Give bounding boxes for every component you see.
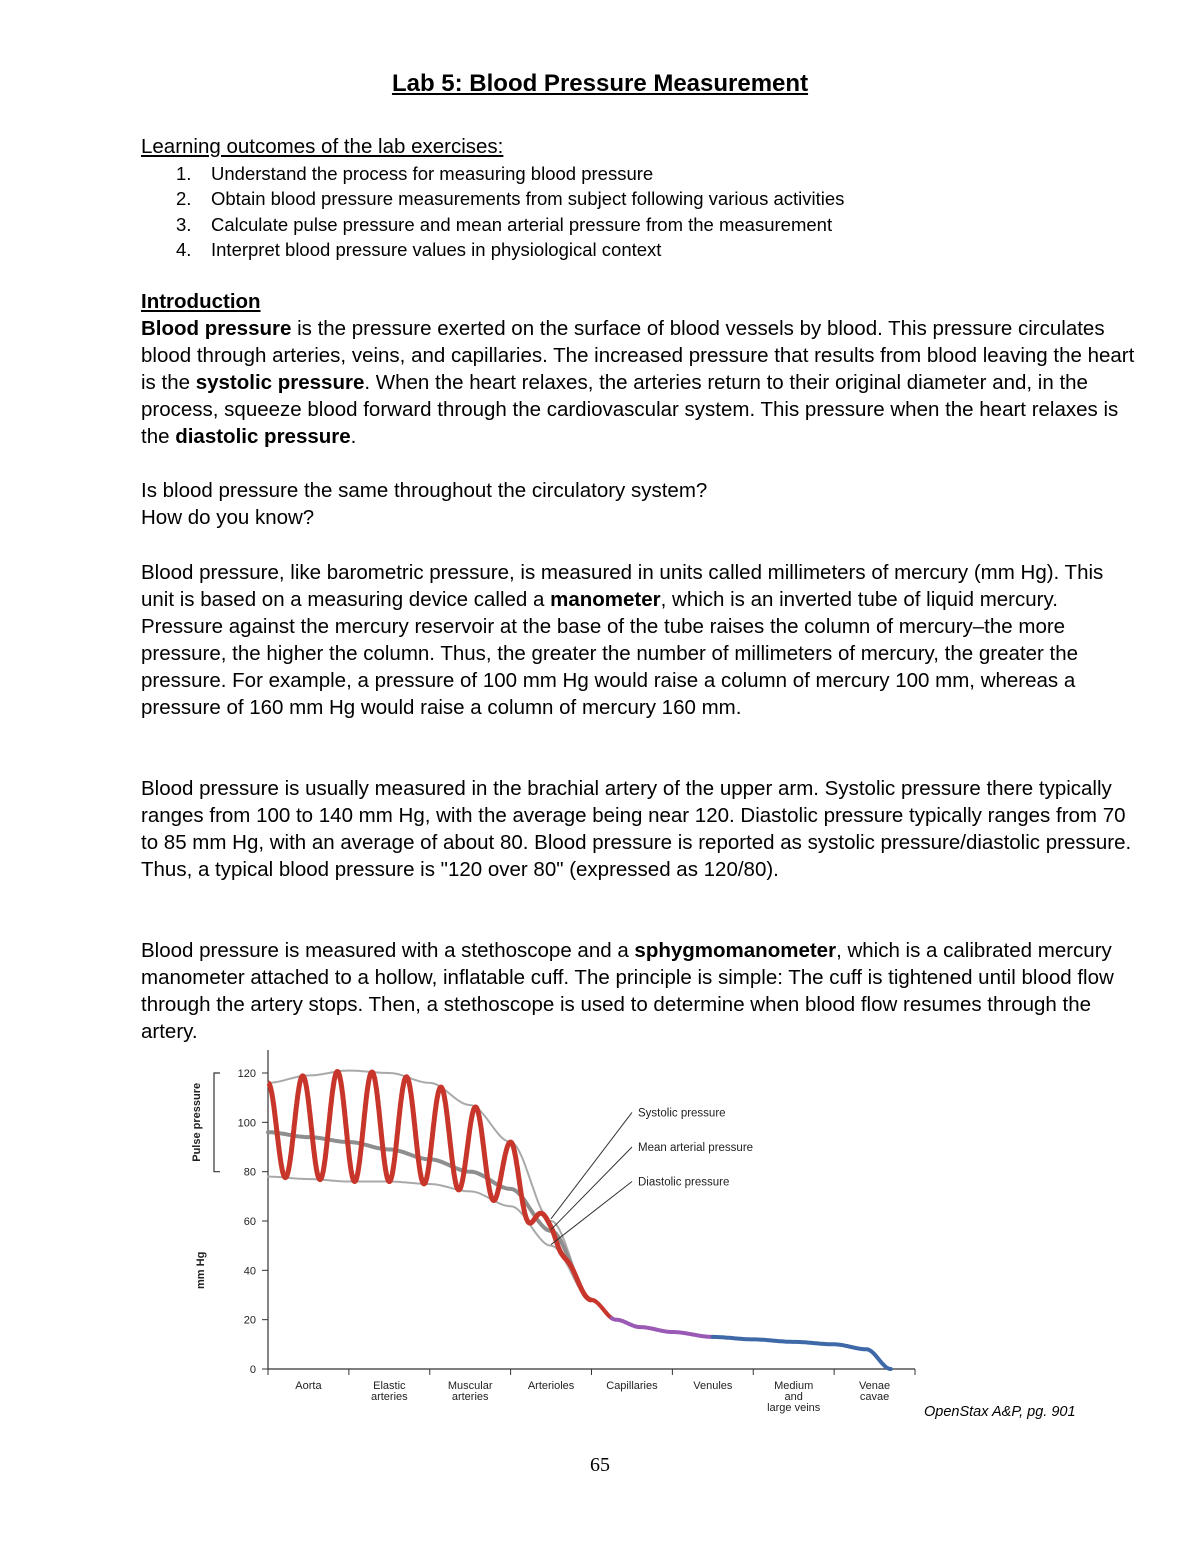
x-tick-label: Elastic arteries: [370, 1380, 408, 1403]
legend-leader-line: [551, 1147, 632, 1230]
page-title: Lab 5: Blood Pressure Measurement: [391, 70, 809, 97]
legend-leader-line: [551, 1182, 632, 1245]
intro-paragraph-5: Blood pressure is measured with a stethoscope and a sphygmomanometer, which is a calibrated mercury manometer attached to a hollow, inflatable cuff. The principle is simple: The cuff is tightened until blood flow through the artery stops. Then, a stethoscope is used to determine when blood flow resumes through the artery.: [141, 939, 1114, 1044]
x-tick-label: Venules: [693, 1380, 733, 1392]
question-1: Is blood pressure the same throughout the circulatory system?: [141, 479, 708, 502]
introduction-heading: Introduction: [141, 290, 261, 313]
term-blood-pressure: Blood pressure: [141, 317, 292, 340]
pulse-pressure-label: Pulse pressure: [191, 1082, 203, 1162]
capillary-pressure-line: [612, 1318, 713, 1337]
y-tick-label: 20: [243, 1314, 256, 1327]
term-sphygmomanometer: sphygmomanometer: [634, 939, 837, 962]
list-item: 2. Obtain blood pressure measurements from subject following various activities: [176, 188, 845, 210]
intro-paragraph-1: Blood pressure is the pressure exerted on the surface of blood vessels by blood. This pressure circulates blood through arteries, veins, and capillaries. The increased pressure that results from blood leaving the heart is the systolic pressure. When the heart relaxes, the arteries return to their original diameter and, in the process, squeeze blood forward through the cardiovascular system. This pressure when the heart relaxes is the diastolic pressure.: [141, 317, 1135, 449]
term-manometer: manometer: [550, 588, 661, 612]
systolic-pressure-line: [268, 1071, 592, 1300]
y-tick-label: 0: [249, 1364, 256, 1376]
x-tick-label: Medium and large veins: [767, 1380, 821, 1414]
y-tick-label: 120: [237, 1068, 256, 1080]
question-block: [141, 477, 1141, 531]
list-item: 4. Interpret blood pressure values in physiological context: [176, 238, 662, 260]
question-2: How do you know?: [141, 506, 315, 530]
x-tick-label: Capillaries: [606, 1380, 658, 1392]
intro-paragraph-3: Blood pressure, like barometric pressure, is measured in units called millimeters of mercury (mm Hg). This unit is based on a measuring device called a manometer, which is an inverted tube of liquid mercury. Pressure against the mercury reservoir at the base of the tube raises the column of mercury–the more pressure, the higher the column. Thus, the greater the number of millimeters of mercury, the greater the pressure. For example, a pressure of 100 mm Hg would raise a column of mercury 100 mm, whereas a pressure of 160 mm Hg would raise a column of mercury 160 mm.: [141, 561, 1104, 720]
blood-pressure-chart: [180, 1050, 940, 1422]
y-axis-label: mm Hg: [195, 1251, 207, 1289]
learning-outcomes-list: [141, 161, 844, 262]
y-tick-label: 40: [243, 1265, 256, 1278]
term-systolic-pressure: systolic pressure: [195, 371, 365, 395]
legend-label: Systolic pressure: [638, 1107, 726, 1120]
x-tick-label: Venae cavae: [858, 1380, 891, 1403]
pulse-wave-line: [268, 1072, 592, 1300]
intro-paragraph-4: Blood pressure is usually measured in the brachial artery of the upper arm. Systolic pressure there typically ranges from 100 to 140 mm Hg, with the average being near 120. Diastolic pressure typically ranges from 70 to 85 mm Hg, with an average of about 80. Blood pressure is reported as systolic pressure/diastolic pressure. Thus, a typical blood pressure is "120 over 80" (expressed as 120/80).: [141, 777, 1132, 882]
pulse-pressure-bracket: [214, 1073, 220, 1172]
legend-leader-line: [551, 1112, 632, 1218]
legend-label: Diastolic pressure: [638, 1176, 730, 1189]
y-tick-label: 100: [237, 1117, 256, 1130]
list-item: 3. Calculate pulse pressure and mean arterial pressure from the measurement: [176, 213, 833, 235]
x-tick-label: Muscular arteries: [447, 1380, 493, 1403]
y-tick-label: 80: [243, 1166, 256, 1179]
capillary-pressure-line: [592, 1300, 612, 1318]
figure-caption: OpenStax A&P, pg. 901: [924, 1404, 1076, 1420]
page-number: 65: [590, 1454, 610, 1476]
list-item: 1. Understand the process for measuring blood pressure: [176, 163, 654, 184]
y-tick-label: 60: [243, 1216, 256, 1228]
term-diastolic-pressure: diastolic pressure: [175, 425, 351, 449]
x-tick-label: Aorta: [295, 1380, 322, 1392]
diastolic-pressure-line: [268, 1177, 592, 1300]
learning-outcomes-heading: Learning outcomes of the lab exercises:: [141, 135, 504, 158]
venous-pressure-line: [713, 1337, 891, 1369]
x-tick-label: Arterioles: [527, 1380, 575, 1392]
legend-label: Mean arterial pressure: [638, 1142, 754, 1154]
